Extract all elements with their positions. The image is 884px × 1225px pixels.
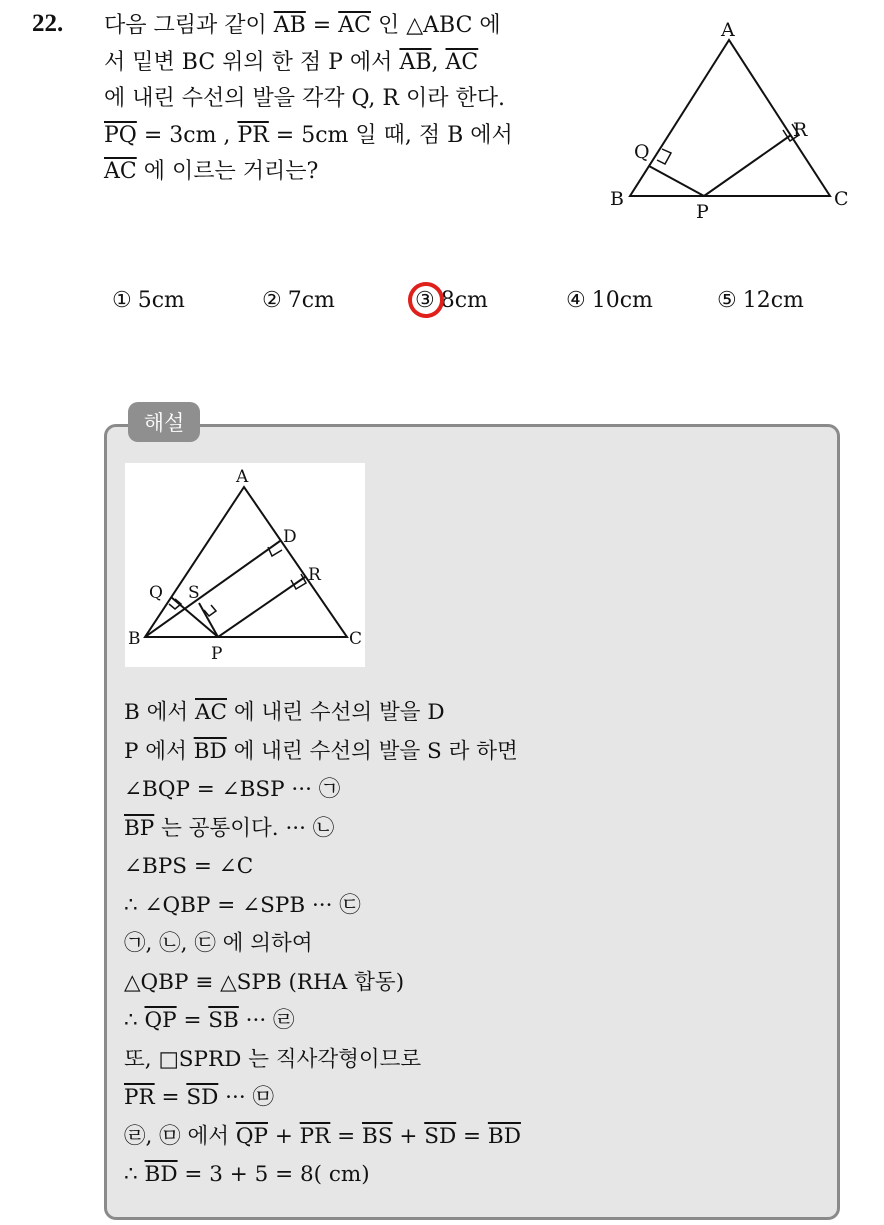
segment-notation: $\overline{BD}$ <box>144 1162 178 1187</box>
choice-text: 5cm <box>137 288 185 313</box>
label-b: B <box>610 188 624 210</box>
solution-line <box>124 771 824 810</box>
solution-line <box>124 810 824 849</box>
text-run: ∠BPS = ∠C <box>124 854 254 879</box>
question-line <box>104 154 584 191</box>
label-q: Q <box>149 583 163 603</box>
segment-notation: $\overline{AC}$ <box>195 700 227 725</box>
text-run: 다음 그림과 같이 <box>104 13 274 38</box>
text-run: 에 내린 수선의 발을 각각 Q, R 이라 한다. <box>104 86 505 111</box>
text-run: = <box>154 1085 187 1110</box>
perpendicular-pq <box>649 166 704 196</box>
question-text <box>104 8 584 191</box>
text-run: , <box>431 49 446 75</box>
segment-notation: $\overline{PR}$ <box>237 122 269 148</box>
text-run: 서 밑변 BC 위의 한 점 P 에서 <box>104 49 400 75</box>
choice-text: 7cm <box>287 288 335 313</box>
segment-notation: $\overline{BS}$ <box>362 1123 393 1149</box>
text-run: = 5cm 일 때, 점 B 에서 <box>268 122 513 148</box>
solution-line <box>124 1041 824 1080</box>
text-run: ∴ <box>124 1162 145 1187</box>
solution-line <box>124 733 824 772</box>
choice-mark: ④ <box>566 288 586 313</box>
segment-notation: $\overline{AC}$ <box>445 49 479 75</box>
choice-mark: ⑤ <box>717 288 737 313</box>
solution-line <box>124 694 824 733</box>
segment-notation: $\overline{PR}$ <box>299 1123 331 1149</box>
text-run: ··· ㉤ <box>218 1085 274 1110</box>
text-run: 인 △ABC 에 <box>370 13 501 38</box>
solution-line <box>124 925 824 964</box>
text-run: 에 내린 수선의 발을 D <box>227 700 445 725</box>
segment-notation: $\overline{AC}$ <box>104 159 137 184</box>
choice-text: 10cm <box>591 288 653 313</box>
choice-mark: ② <box>262 288 282 313</box>
choice-text: 12cm <box>742 288 804 313</box>
label-p: P <box>211 644 223 664</box>
text-run: ∠BQP = ∠BSP ··· ㉠ <box>124 777 341 802</box>
label-b: B <box>128 629 141 649</box>
question-line <box>104 45 584 82</box>
segment-ps <box>199 603 218 637</box>
text-run: 에 내린 수선의 발을 S 라 하면 <box>226 738 518 764</box>
segment-notation: $\overline{SD}$ <box>186 1085 219 1110</box>
choice-text: 8cm <box>440 288 488 313</box>
text-run: = <box>330 1123 363 1149</box>
label-r: R <box>793 119 808 141</box>
text-run: B 에서 <box>124 700 196 725</box>
segment-bd <box>145 541 280 637</box>
solution-line <box>124 848 824 887</box>
solution-line <box>124 887 824 926</box>
solution-figure <box>125 463 365 667</box>
question-line <box>104 118 584 155</box>
choice-mark: ① <box>112 288 132 313</box>
text-run: 에 이르는 거리는? <box>136 159 319 184</box>
label-a: A <box>236 467 249 487</box>
choice-3[interactable] <box>415 288 488 313</box>
solution-line <box>124 964 824 1003</box>
choice-2[interactable] <box>262 288 335 313</box>
solution-text <box>124 694 824 1195</box>
label-d: D <box>283 527 297 547</box>
text-run: ∴ <box>124 1008 145 1033</box>
text-run: = <box>305 13 339 38</box>
text-run: △QBP ≡ △SPB (RHA 합동) <box>124 969 405 995</box>
segment-notation: $\overline{BD}$ <box>193 738 227 764</box>
choice-4[interactable] <box>566 288 653 313</box>
text-run: 는 공통이다. ··· ㉡ <box>154 815 335 841</box>
perpendicular-pr <box>704 135 791 196</box>
segment-notation: $\overline{AB}$ <box>399 49 432 75</box>
text-run: ··· ㉣ <box>238 1008 295 1033</box>
segment-notation: $\overline{QP}$ <box>235 1123 268 1149</box>
question-number: 22. <box>32 10 64 37</box>
solution-tab: 해설 <box>128 402 200 442</box>
label-r: R <box>308 565 321 585</box>
label-q: Q <box>634 141 650 163</box>
choice-mark: ③ <box>415 288 435 313</box>
segment-notation: $\overline{SD}$ <box>424 1123 457 1149</box>
label-p: P <box>696 201 709 223</box>
label-a: A <box>721 19 735 41</box>
segment-pr <box>218 577 305 637</box>
segment-notation: $\overline{SB}$ <box>208 1008 239 1033</box>
text-run: P 에서 <box>124 738 194 764</box>
segment-notation: $\overline{BP}$ <box>124 815 155 841</box>
text-run: + <box>267 1123 300 1149</box>
segment-notation: $\overline{PR}$ <box>124 1085 155 1110</box>
choice-5[interactable] <box>717 288 804 313</box>
segment-notation: $\overline{BD}$ <box>487 1123 521 1149</box>
text-run: ∴ ∠QBP = ∠SPB ··· ㉢ <box>124 892 361 918</box>
text-run: ㉠, ㉡, ㉢ 에 의하여 <box>124 931 313 956</box>
text-run: 또, □SPRD 는 직사각형이므로 <box>124 1046 422 1072</box>
solution-line <box>124 1156 824 1195</box>
text-run: + <box>392 1123 425 1149</box>
question-line <box>104 81 584 118</box>
label-c: C <box>834 188 849 210</box>
triangle-figure <box>604 18 854 228</box>
choice-1[interactable] <box>112 288 185 313</box>
label-s: S <box>188 583 200 603</box>
solution-line <box>124 1079 824 1118</box>
answer-choices <box>112 284 832 324</box>
text-run: ㉣, ㉤ 에서 <box>124 1123 236 1149</box>
answer-circle-mark <box>406 280 447 321</box>
question-line <box>104 8 584 45</box>
solution-line <box>124 1118 824 1157</box>
text-run: = <box>456 1123 488 1149</box>
segment-notation: $\overline{AB}$ <box>273 13 306 38</box>
text-run: = 3cm , <box>136 122 238 148</box>
label-c: C <box>349 629 363 649</box>
solution-line <box>124 1002 824 1041</box>
segment-notation: $\overline{PQ}$ <box>104 122 137 148</box>
segment-notation: $\overline{QP}$ <box>144 1008 177 1033</box>
text-run: = <box>176 1008 209 1033</box>
segment-notation: $\overline{AC}$ <box>338 13 371 38</box>
text-run: = 3 + 5 = 8( cm) <box>177 1162 370 1187</box>
